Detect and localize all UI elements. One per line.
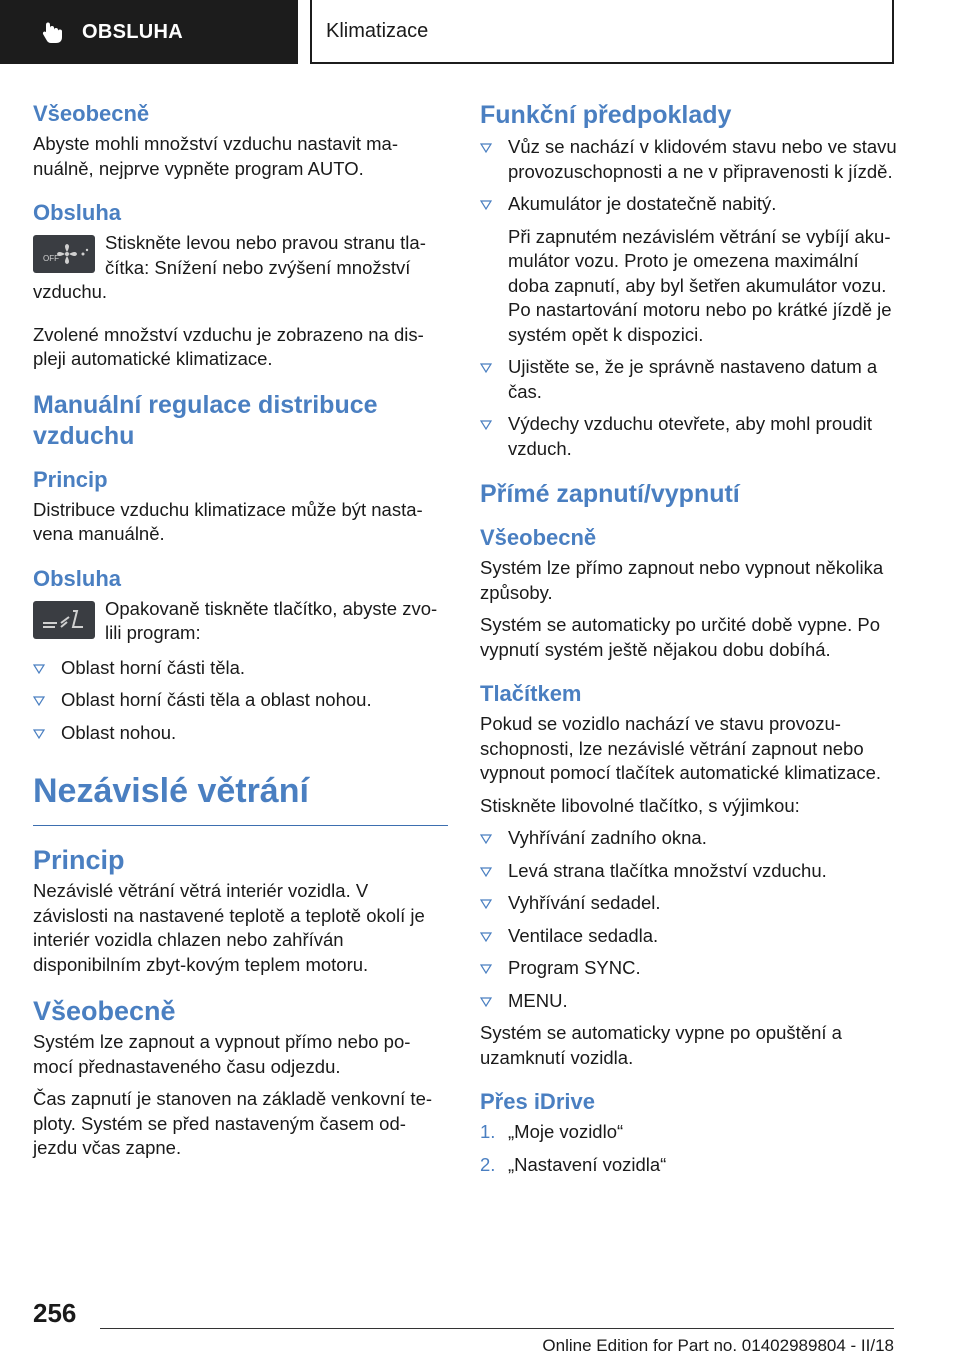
right-column xyxy=(480,100,898,1185)
heading-manual-distribution: Manuální regulace distribuce vzduchu xyxy=(33,390,378,450)
list-item: Oblast horní části těla a oblast nohou. xyxy=(33,688,448,713)
list-item: Vůz se nachází v klidovém stavu nebo ve stavu provozuschopnosti a ne v připravenosti k jízdě. xyxy=(480,135,898,184)
heading-general: Všeobecně xyxy=(33,101,150,126)
section-tab xyxy=(0,0,298,64)
triangle-bullet-icon xyxy=(480,834,492,844)
list-item: Ujistěte se, že je správně nastaveno datum a čas. xyxy=(480,355,898,404)
section-label: OBSLUHA xyxy=(82,20,183,43)
list-item: Vyhřívání zadního okna. xyxy=(480,826,898,851)
chapter-label: Klimatizace xyxy=(326,19,429,42)
paragraph: Stiskněte libovolné tlačítko, s výjimkou: xyxy=(480,794,800,816)
paragraph: Systém se automaticky vypne po opuštění a uzamknutí vozidla. xyxy=(480,1022,842,1068)
triangle-bullet-icon xyxy=(480,932,492,942)
paragraph: Čas zapnutí je stanoven na základě venkovní te-ploty. Systém se před nastaveným časem od-jezdu včas zapne. xyxy=(33,1088,433,1158)
list-item: 2. „Nastavení vozidla“ xyxy=(480,1153,667,1175)
heading-general: Všeobecně xyxy=(33,996,176,1026)
heading-principle: Princip xyxy=(33,845,125,875)
paragraph: Pokud se vozidlo nachází ve stavu provozu-schopnosti, lze nezávislé větrání zapnout nebo vypnout pomocí tlačítek automatické klimatizace. xyxy=(480,713,882,783)
list-item: Program SYNC. xyxy=(480,956,898,981)
heading-general: Všeobecně xyxy=(480,525,597,550)
svg-text:OFF: OFF xyxy=(43,254,59,263)
footer-divider xyxy=(100,1328,894,1329)
steps-list xyxy=(480,1120,898,1177)
heading-operation: Obsluha xyxy=(33,565,122,591)
heading-operation: Obsluha xyxy=(33,200,122,225)
fan-button-row xyxy=(33,231,448,280)
paragraph: Systém lze přímo zapnout nebo vypnout několika způsoby. xyxy=(480,557,884,603)
heading-prerequisites: Funkční předpoklady xyxy=(480,101,732,129)
triangle-bullet-icon xyxy=(480,420,492,430)
airflow-button-image xyxy=(33,601,95,639)
paragraph: Systém lze zapnout a vypnout přímo nebo po-mocí přednastaveného času odjezdu. xyxy=(33,1031,411,1077)
page-number: 256 xyxy=(33,1298,77,1328)
list-item: Výdechy vzduchu otevřete, aby mohl proudit vzduch. xyxy=(480,412,898,461)
triangle-bullet-icon xyxy=(480,899,492,909)
prerequisites-list xyxy=(480,135,898,217)
list-item: Vyhřívání sedadel. xyxy=(480,891,898,916)
left-column xyxy=(33,100,448,1169)
paragraph: Zvolené množství vzduchu je zobrazeno na dis-pleji automatické klimatizace. xyxy=(33,323,424,369)
triangle-bullet-icon xyxy=(480,143,492,153)
triangle-bullet-icon xyxy=(480,964,492,974)
paragraph: Nezávislé větrání větrá interiér vozidla. V závislosti na nastavené teplotě a teplotě okolí je interiér vozidla chlazen nebo zahříván disponibilním zbyt-kovým teplem motoru. xyxy=(33,880,425,975)
airflow-button-text: Opakovaně tiskněte tlačítko, abyste zvo-lili program: xyxy=(105,597,438,643)
list-item: MENU. xyxy=(480,989,898,1014)
list-item: 1. „Moje vozidlo“ xyxy=(480,1121,624,1142)
list-item: Akumulátor je dostatečně nabitý. xyxy=(480,192,898,217)
heading-direct-switch: Přímé zapnutí/vypnutí xyxy=(480,480,740,508)
heading-idrive: Přes iDrive xyxy=(480,1089,595,1114)
program-list xyxy=(33,656,448,746)
triangle-bullet-icon xyxy=(480,363,492,373)
list-item: Ventilace sedadla. xyxy=(480,924,898,949)
exceptions-list xyxy=(480,826,898,1013)
triangle-bullet-icon xyxy=(33,664,45,674)
triangle-bullet-icon xyxy=(33,729,45,739)
edition-note: Online Edition for Part no. 01402989804 - II/18 xyxy=(542,1336,894,1355)
heading-button: Tlačítkem xyxy=(480,681,582,706)
fan-button-image xyxy=(33,235,95,273)
prerequisites-list-cont xyxy=(480,355,898,461)
hand-pointer-icon xyxy=(38,17,68,47)
paragraph: Distribuce vzduchu klimatizace může být nasta-vena manuálně. xyxy=(33,498,423,544)
fan-icon xyxy=(33,235,95,273)
fan-button-text: Stiskněte levou nebo pravou stranu tla-čítka: Snížení nebo zvýšení množství xyxy=(105,232,426,278)
paragraph: vzduchu. xyxy=(33,281,108,302)
air-distribution-icon xyxy=(33,601,95,639)
list-item: Oblast horní části těla. xyxy=(33,656,448,681)
list-item: Levá strana tlačítka množství vzduchu. xyxy=(480,859,898,884)
paragraph: Systém se automaticky po určité době vypne. Po vypnutí systém ještě nějakou dobu dobíhá. xyxy=(480,614,881,660)
triangle-bullet-icon xyxy=(33,696,45,706)
triangle-bullet-icon xyxy=(480,867,492,877)
paragraph: Při zapnutém nezávislém větrání se vybíjí aku-mulátor vozu. Proto je omezena maximální doba zapnutí, aby byl šetřen akumulátor vozu. Po nastartování motoru nebo po krátké jízdě je systém opět k dispozici. xyxy=(508,225,892,345)
airflow-button-row xyxy=(33,597,448,646)
paragraph: Abyste mohli množství vzduchu nastavit ma-nuálně, nejprve vypněte program AUTO. xyxy=(33,133,399,179)
chapter-tab xyxy=(310,0,894,64)
triangle-bullet-icon xyxy=(480,997,492,1007)
heading-independent-ventilation: Nezávislé větrání xyxy=(33,771,448,826)
triangle-bullet-icon xyxy=(480,200,492,210)
heading-principle: Princip xyxy=(33,466,108,492)
list-item: Oblast nohou. xyxy=(33,721,448,746)
